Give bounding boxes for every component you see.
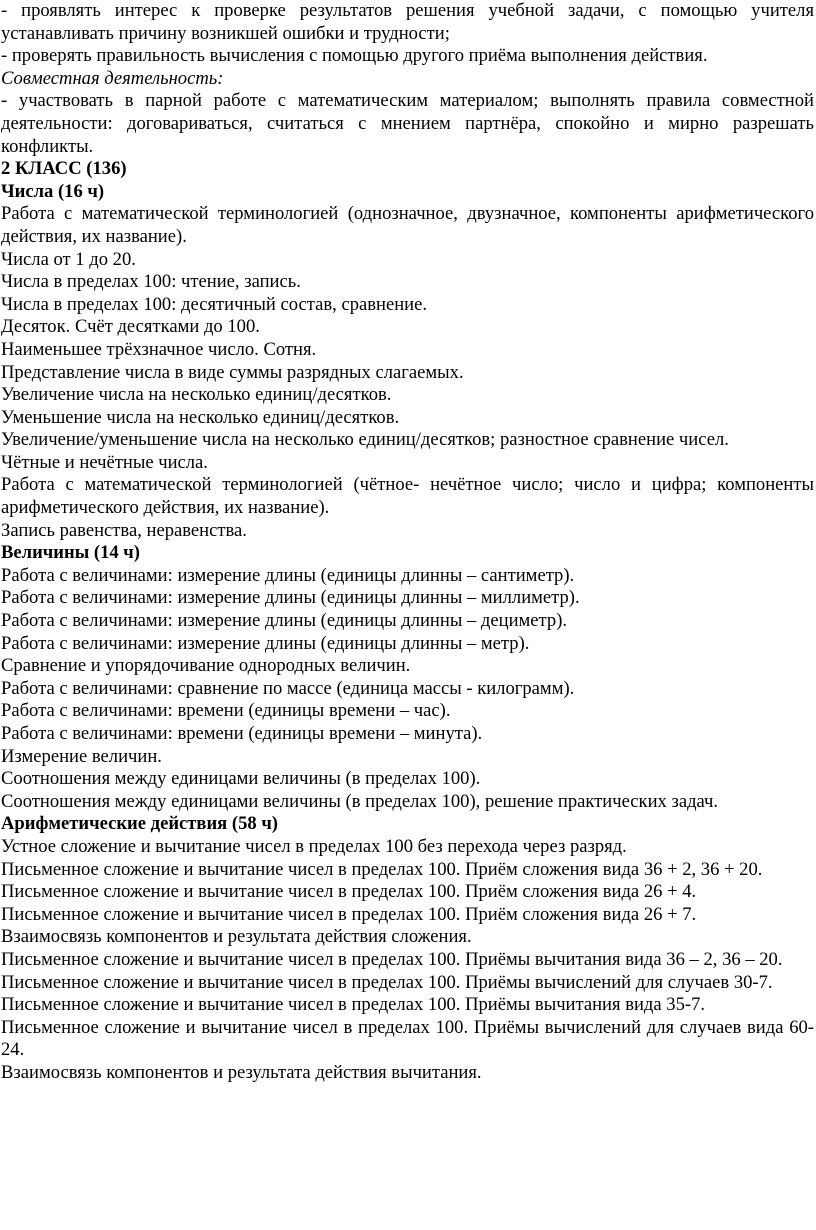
topic-line: Работа с математической терминологией (чётное- нечётное число; число и цифра; компоненты арифметического действия, их название).	[1, 474, 814, 519]
section-heading: Величины (14 ч)	[1, 542, 140, 564]
topic-line: Письменное сложение и вычитание чисел в пределах 100. Приём сложения вида 26 + 7.	[1, 903, 697, 925]
topic-line: Представление числа в виде суммы разрядных слагаемых.	[1, 361, 464, 383]
topic-line: Работа с величинами: измерение длины (единицы длинны – миллиметр).	[1, 587, 580, 609]
topic-line: Уменьшение числа на несколько единиц/десятков.	[1, 406, 400, 428]
topic-line: Сравнение и упорядочивание однородных величин.	[1, 655, 411, 677]
topic-line: Измерение величин.	[1, 745, 162, 767]
topic-line: Устное сложение и вычитание чисел в пределах 100 без перехода через разряд.	[1, 835, 627, 857]
topic-line: Письменное сложение и вычитание чисел в пределах 100. Приёмы вычислений для случаев вида 60-24.	[1, 1016, 814, 1061]
joint-activity-heading: Совместная деятельность:	[1, 67, 224, 89]
topic-line: Числа от 1 до 20.	[1, 248, 136, 270]
topic-line: Числа в пределах 100: чтение, запись.	[1, 271, 301, 293]
section-heading: Арифметические действия (58 ч)	[1, 813, 278, 835]
topic-line: Работа с величинами: сравнение по массе (единица массы - килограмм).	[1, 677, 575, 699]
section-heading: Числа (16 ч)	[1, 180, 105, 202]
topic-line: Письменное сложение и вычитание чисел в пределах 100. Приём сложения вида 36 + 2, 36 + 20.	[1, 858, 763, 880]
topic-line: Работа с величинами: измерение длины (единицы длинны – сантиметр).	[1, 564, 575, 586]
topic-line: Работа с величинами: измерение длины (единицы длинны – метр).	[1, 632, 530, 654]
topic-line: Письменное сложение и вычитание чисел в пределах 100. Приёмы вычислений для случаев 30-7.	[1, 971, 773, 993]
topic-line: Работа с величинами: времени (единицы времени – минута).	[1, 723, 483, 744]
topic-line: Чётные и нечётные числа.	[1, 451, 208, 473]
topic-line: Увеличение числа на несколько единиц/десятков.	[1, 384, 392, 406]
topic-line: Взаимосвязь компонентов и результата действия сложения.	[1, 926, 472, 948]
topic-line: Числа в пределах 100: десятичный состав, сравнение.	[1, 293, 428, 315]
topic-line: Соотношения между единицами величины (в пределах 100), решение практических задач.	[1, 790, 719, 812]
topic-line: Письменное сложение и вычитание чисел в пределах 100. Приёмы вычитания вида 36 – 2, 36 – 20.	[1, 948, 783, 970]
topic-line: Работа с величинами: измерение длины (единицы длинны – дециметр).	[1, 610, 568, 632]
topic-line: Письменное сложение и вычитание чисел в пределах 100. Приёмы вычитания вида 35-7.	[1, 994, 706, 1016]
topic-line: Запись равенства, неравенства.	[1, 519, 247, 541]
class-heading: 2 КЛАСС (136)	[1, 158, 127, 180]
topic-line: Работа с величинами: времени (единицы времени – час).	[1, 700, 451, 722]
topic-line: Соотношения между единицами величины (в пределах 100).	[1, 768, 481, 790]
topic-line: Наименьшее трёхзначное число. Сотня.	[1, 338, 317, 360]
topic-line: Работа с математической терминологией (однозначное, двузначное, компоненты арифметического действия, их название).	[1, 203, 814, 247]
topic-line: Взаимосвязь компонентов и результата действия вычитания.	[1, 1061, 482, 1083]
topic-line: Десяток. Счёт десятками до 100.	[1, 316, 260, 338]
sections-container	[1, 181, 814, 1085]
topic-line: Увеличение/уменьшение числа на несколько единиц/десятков; разностное сравнение чисел.	[1, 429, 729, 451]
intro-line-1: - проявлять интерес к проверке результатов решения учебной задачи, с помощью учителя устанавливать причину возникшей ошибки и трудности;	[1, 0, 814, 44]
joint-activity-text: - участвовать в парной работе с математическим материалом; выполнять правила совместной деятельности: договариваться, считаться с мнением партнёра, спокойно и мирно разрешать конфликты.	[1, 90, 814, 157]
intro-line-2: - проверять правильность вычисления с помощью другого приёма выполнения действия.	[1, 45, 708, 67]
topic-line: Письменное сложение и вычитание чисел в пределах 100. Приём сложения вида 26 + 4.	[1, 881, 697, 903]
